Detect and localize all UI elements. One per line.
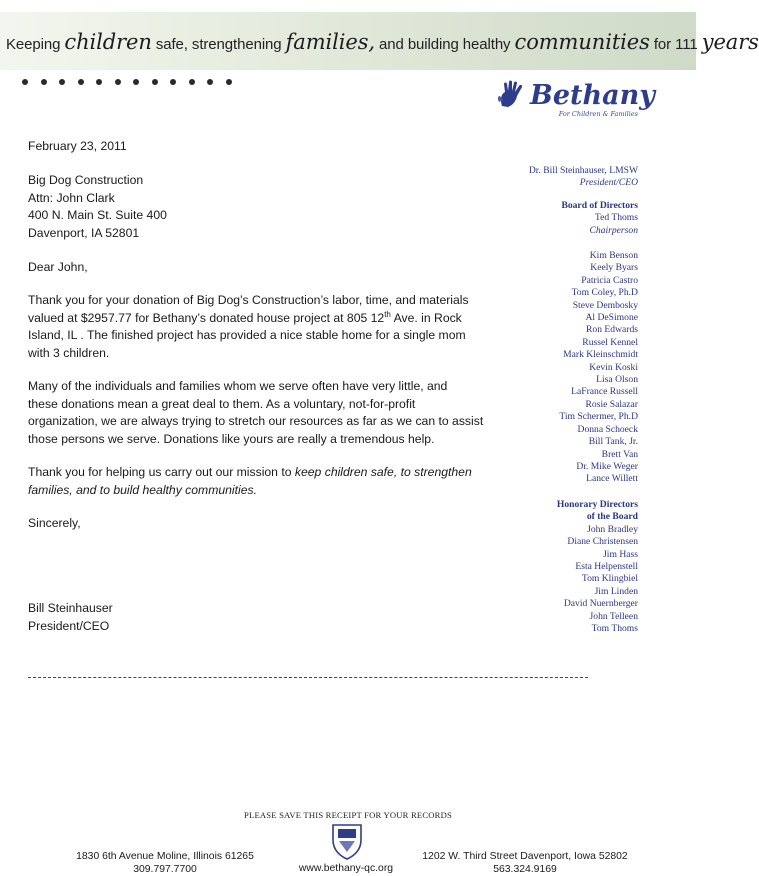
list-item: Tom Klingbiel [581, 573, 638, 585]
list-item: Diane Christensen [567, 536, 638, 548]
list-item: David Nuernberger [563, 598, 638, 610]
signer-name: Bill Steinhauser [28, 601, 113, 615]
list-item: Esta Helpenstell [575, 561, 638, 573]
logo-subtitle: For Children & Families [558, 110, 638, 118]
list-item: John Telleen [589, 610, 638, 622]
salutation: Dear John, [28, 260, 88, 274]
list-item: Lance Willett [586, 473, 638, 485]
handprint-logo-icon [496, 80, 530, 110]
address-line: Davenport, IA 52801 [28, 225, 140, 240]
list-item: Al DeSimone [585, 312, 638, 324]
list-item: Bill Tank, Jr. [588, 436, 638, 448]
bethany-logo [496, 80, 666, 124]
receipt-note: PLEASE SAVE THIS RECEIPT FOR YOUR RECORDS [244, 810, 452, 820]
address-line: Big Dog Construction [28, 173, 144, 187]
list-item: Russel Kennel [582, 336, 638, 348]
board-heading: Board of Directors [561, 200, 638, 211]
tear-off-divider [28, 677, 588, 678]
list-item: Lisa Olson [596, 374, 638, 386]
signature-block [28, 600, 113, 635]
list-item: Kim Benson [589, 250, 638, 261]
crest-icon [330, 822, 364, 860]
footer-davenport-office: 1202 W. Third Street Davenport, Iowa 52802 563.324.9169 [422, 851, 628, 875]
signer-title: President/CEO [28, 618, 110, 633]
list-item: LaFrance Russell [571, 386, 638, 398]
honorary-directors-list [438, 499, 638, 635]
board-member-list [438, 250, 638, 486]
list-item: Jim Hass [603, 548, 638, 560]
list-item: Mark Kleinschmidt [563, 349, 638, 361]
letter-date: February 23, 2011 [28, 139, 127, 153]
list-item: Brett Van [601, 448, 638, 460]
recipient-address [28, 172, 167, 242]
list-item: Patricia Castro [581, 274, 638, 286]
list-item: Keely Byars [590, 262, 638, 274]
paragraph-impact: Many of the individuals and families whom we serve often have very little, and these donations mean a great deal to them. As a voluntary, not-for-profit organization, we are always trying to stretch our resources as far as we can to assist those persons we serve. Donations like yours are really a tremendous help. [28, 379, 484, 446]
sidebar-ceo: Dr. Bill Steinhauser, LMSW President/CEO [528, 165, 638, 189]
list-item: Donna Schoeck [577, 423, 638, 435]
list-item: Ron Edwards [586, 324, 638, 336]
list-item: Tom Thoms [591, 623, 638, 635]
list-item: Rosie Salazar [585, 398, 638, 410]
decorative-dots [22, 72, 244, 90]
logo-wordmark: Bethany [530, 80, 655, 111]
sidebar-board: Board of Directors Ted Thoms Chairperson [438, 200, 638, 237]
list-item: Steve Dembosky [572, 299, 638, 311]
footer-moline-office: 1830 6th Avenue Moline, Illinois 61265 309.797.7700 [76, 851, 254, 875]
address-line: 400 N. Main St. Suite 400 [28, 208, 167, 222]
list-item: Tom Coley, Ph.D [571, 287, 638, 299]
closing: Sincerely, [28, 516, 81, 530]
address-line: Attn: John Clark [28, 190, 115, 205]
list-item: Jim Linden [594, 585, 638, 597]
tagline: Keeping children safe, strengthening families, and building healthy communities for 111 years [6, 30, 759, 54]
paragraph-mission: Thank you for helping us carry out our mission to keep children safe, to strengthen families, and to build healthy communities. [28, 465, 472, 497]
paragraph-donation: Thank you for your donation of Big Dog’s Construction’s labor, time, and materials valued at $2957.77 for Bethany’s donated house project at 805 12th Ave. in Rock Island, IL . The finished project has provided a nice stable home for a single mom with 3 children. [28, 293, 469, 360]
list-item: John Bradley [587, 523, 638, 535]
list-item: Dr. Mike Weger [576, 460, 638, 472]
honorary-heading: of the Board [586, 511, 638, 523]
list-item: Tim Schermer, Ph.D [559, 411, 638, 423]
honorary-heading: Honorary Directors [556, 499, 638, 510]
footer-website: www.bethany-qc.org [298, 863, 394, 874]
list-item: Kevin Koski [589, 361, 638, 373]
